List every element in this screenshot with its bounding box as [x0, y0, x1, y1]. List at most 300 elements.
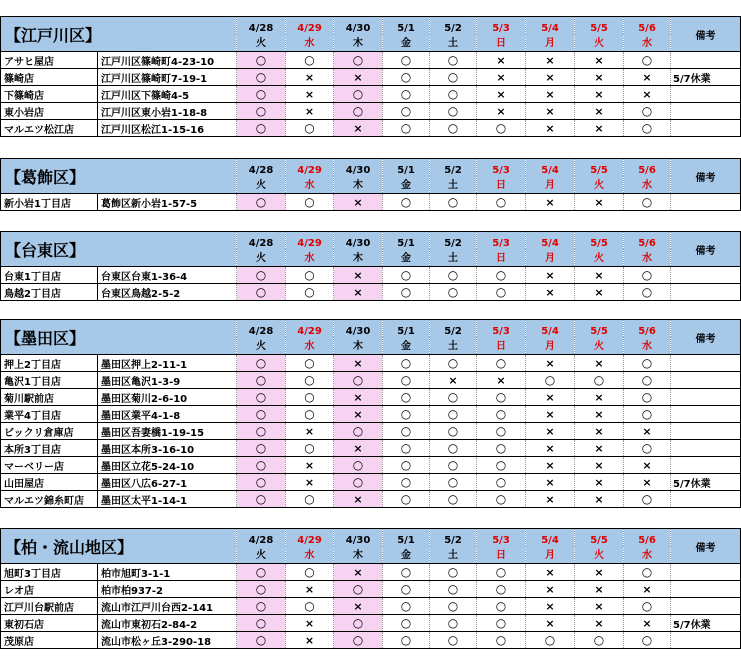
note-header: 備考 [671, 320, 741, 355]
open-mark: ○ [624, 491, 671, 508]
store-address: 江戸川区東小岩1-18-8 [98, 103, 237, 120]
store-name: 台東1丁目店 [1, 267, 98, 284]
date-header: 4/29 [286, 529, 334, 547]
store-note [671, 284, 741, 301]
weekday-header: 水 [286, 176, 334, 194]
open-mark: ○ [430, 86, 477, 103]
closed-mark: × [526, 86, 575, 103]
table-row [1, 372, 741, 389]
closed-mark: × [334, 491, 383, 508]
note-header: 備考 [671, 17, 741, 52]
closed-mark: × [430, 372, 477, 389]
date-header: 5/5 [575, 159, 624, 177]
closed-mark: × [575, 52, 624, 69]
weekday-header: 金 [383, 546, 430, 564]
weekday-header: 日 [477, 546, 526, 564]
area-section [0, 16, 741, 137]
store-note [671, 440, 741, 457]
date-header: 5/4 [526, 529, 575, 547]
open-mark: ○ [624, 598, 671, 615]
open-mark: ○ [286, 491, 334, 508]
closed-mark: × [575, 194, 624, 211]
open-mark: ○ [237, 406, 286, 423]
closed-mark: × [334, 564, 383, 581]
store-name: 下篠崎店 [1, 86, 98, 103]
date-header: 4/28 [237, 320, 286, 338]
closed-mark: × [334, 284, 383, 301]
open-mark: ○ [383, 474, 430, 491]
closed-mark: × [575, 457, 624, 474]
store-note [671, 581, 741, 598]
open-mark: ○ [237, 69, 286, 86]
store-name: マーベリー店 [1, 457, 98, 474]
open-mark: ○ [334, 581, 383, 598]
weekday-header: 日 [477, 337, 526, 355]
closed-mark: × [526, 440, 575, 457]
open-mark: ○ [237, 267, 286, 284]
open-mark: ○ [237, 440, 286, 457]
closed-mark: × [575, 423, 624, 440]
store-name: 江戸川台駅前店 [1, 598, 98, 615]
open-mark: ○ [477, 632, 526, 649]
store-name: アサヒ屋店 [1, 52, 98, 69]
area-title: 【台東区】 [1, 232, 237, 267]
open-mark: ○ [237, 372, 286, 389]
closed-mark: × [334, 406, 383, 423]
store-note [671, 389, 741, 406]
table-row [1, 581, 741, 598]
date-header: 5/1 [383, 320, 430, 338]
closed-mark: × [575, 491, 624, 508]
open-mark: ○ [286, 389, 334, 406]
closed-mark: × [575, 355, 624, 372]
date-header: 4/30 [334, 232, 383, 250]
table-row [1, 491, 741, 508]
closed-mark: × [286, 632, 334, 649]
store-name: 業平4丁目店 [1, 406, 98, 423]
closed-mark: × [286, 457, 334, 474]
open-mark: ○ [237, 120, 286, 137]
closed-mark: × [526, 406, 575, 423]
table-row [1, 86, 741, 103]
store-note [671, 632, 741, 649]
weekday-header: 土 [430, 546, 477, 564]
store-name: 押上2丁目店 [1, 355, 98, 372]
date-header: 5/3 [477, 320, 526, 338]
weekday-header: 金 [383, 249, 430, 267]
date-header: 5/4 [526, 159, 575, 177]
open-mark: ○ [334, 615, 383, 632]
open-mark: ○ [237, 598, 286, 615]
open-mark: ○ [334, 423, 383, 440]
header-row [1, 320, 741, 338]
area-title: 【柏・流山地区】 [1, 529, 237, 564]
date-header: 4/28 [237, 232, 286, 250]
store-note [671, 86, 741, 103]
area-section [0, 158, 741, 211]
open-mark: ○ [526, 632, 575, 649]
closed-mark: × [526, 284, 575, 301]
weekday-header: 水 [286, 337, 334, 355]
open-mark: ○ [383, 86, 430, 103]
open-mark: ○ [237, 194, 286, 211]
store-address: 墨田区太平1-14-1 [98, 491, 237, 508]
open-mark: ○ [624, 632, 671, 649]
weekday-header: 火 [575, 546, 624, 564]
weekday-header: 月 [526, 337, 575, 355]
weekday-header: 木 [334, 176, 383, 194]
store-note [671, 355, 741, 372]
date-header: 4/29 [286, 17, 334, 35]
open-mark: ○ [237, 86, 286, 103]
open-mark: ○ [237, 474, 286, 491]
weekday-header: 火 [237, 176, 286, 194]
store-note [671, 598, 741, 615]
closed-mark: × [526, 120, 575, 137]
area-title: 【葛飾区】 [1, 159, 237, 194]
weekday-header: 日 [477, 176, 526, 194]
store-note [671, 564, 741, 581]
closed-mark: × [575, 406, 624, 423]
closed-mark: × [526, 474, 575, 491]
store-name: マルエツ錦糸町店 [1, 491, 98, 508]
weekday-header: 火 [237, 337, 286, 355]
closed-mark: × [286, 69, 334, 86]
open-mark: ○ [477, 598, 526, 615]
open-mark: ○ [334, 457, 383, 474]
closed-mark: × [334, 267, 383, 284]
open-mark: ○ [383, 491, 430, 508]
date-header: 5/6 [624, 232, 671, 250]
closed-mark: × [575, 598, 624, 615]
date-header: 4/29 [286, 320, 334, 338]
closed-mark: × [526, 581, 575, 598]
weekday-header: 月 [526, 249, 575, 267]
open-mark: ○ [286, 564, 334, 581]
open-mark: ○ [477, 355, 526, 372]
open-mark: ○ [383, 615, 430, 632]
store-address: 江戸川区松江1-15-16 [98, 120, 237, 137]
open-mark: ○ [624, 194, 671, 211]
table-row [1, 474, 741, 491]
date-header: 5/5 [575, 320, 624, 338]
open-mark: ○ [624, 372, 671, 389]
closed-mark: × [477, 372, 526, 389]
closed-mark: × [526, 52, 575, 69]
table-row [1, 267, 741, 284]
store-address: 流山市江戸川台西2-141 [98, 598, 237, 615]
area-section [0, 528, 741, 649]
store-name: 新小岩1丁目店 [1, 194, 98, 211]
open-mark: ○ [383, 598, 430, 615]
closed-mark: × [526, 267, 575, 284]
open-mark: ○ [383, 581, 430, 598]
date-header: 5/3 [477, 17, 526, 35]
header-row [1, 17, 741, 35]
date-header: 5/2 [430, 529, 477, 547]
open-mark: ○ [477, 423, 526, 440]
weekday-header: 水 [286, 34, 334, 52]
header-row [1, 529, 741, 547]
date-header: 5/5 [575, 17, 624, 35]
open-mark: ○ [430, 615, 477, 632]
closed-mark: × [575, 103, 624, 120]
open-mark: ○ [430, 103, 477, 120]
closed-mark: × [526, 389, 575, 406]
weekday-header: 水 [624, 34, 671, 52]
open-mark: ○ [334, 632, 383, 649]
weekday-header: 木 [334, 34, 383, 52]
open-mark: ○ [383, 457, 430, 474]
store-note [671, 491, 741, 508]
open-mark: ○ [430, 440, 477, 457]
open-mark: ○ [430, 120, 477, 137]
date-header: 4/30 [334, 159, 383, 177]
closed-mark: × [624, 474, 671, 491]
open-mark: ○ [237, 491, 286, 508]
open-mark: ○ [383, 423, 430, 440]
date-header: 5/3 [477, 232, 526, 250]
date-header: 5/6 [624, 159, 671, 177]
store-address: 墨田区亀沢1-3-9 [98, 372, 237, 389]
weekday-header: 日 [477, 249, 526, 267]
open-mark: ○ [624, 267, 671, 284]
closed-mark: × [575, 69, 624, 86]
open-mark: ○ [477, 194, 526, 211]
open-mark: ○ [430, 457, 477, 474]
open-mark: ○ [334, 52, 383, 69]
table-row [1, 194, 741, 211]
open-mark: ○ [237, 457, 286, 474]
open-mark: ○ [430, 632, 477, 649]
store-note [671, 423, 741, 440]
open-mark: ○ [477, 615, 526, 632]
closed-mark: × [477, 69, 526, 86]
open-mark: ○ [286, 440, 334, 457]
open-mark: ○ [624, 406, 671, 423]
closed-mark: × [575, 389, 624, 406]
open-mark: ○ [430, 581, 477, 598]
closed-mark: × [624, 69, 671, 86]
weekday-header: 水 [624, 546, 671, 564]
open-mark: ○ [383, 355, 430, 372]
table-row [1, 423, 741, 440]
store-address: 葛飾区新小岩1-57-5 [98, 194, 237, 211]
weekday-header: 木 [334, 337, 383, 355]
table-row [1, 440, 741, 457]
weekday-header: 火 [237, 34, 286, 52]
date-header: 4/29 [286, 159, 334, 177]
store-address: 墨田区八広6-27-1 [98, 474, 237, 491]
schedule-table [0, 319, 741, 508]
area-title: 【江戸川区】 [1, 17, 237, 52]
open-mark: ○ [477, 564, 526, 581]
store-note [671, 103, 741, 120]
store-address: 墨田区立花5-24-10 [98, 457, 237, 474]
closed-mark: × [477, 52, 526, 69]
table-row [1, 355, 741, 372]
closed-mark: × [286, 86, 334, 103]
open-mark: ○ [334, 86, 383, 103]
date-header: 5/1 [383, 232, 430, 250]
closed-mark: × [286, 474, 334, 491]
table-row [1, 632, 741, 649]
open-mark: ○ [624, 564, 671, 581]
open-mark: ○ [383, 267, 430, 284]
area-title: 【墨田区】 [1, 320, 237, 355]
store-note [671, 372, 741, 389]
open-mark: ○ [286, 355, 334, 372]
area-section [0, 319, 741, 508]
open-mark: ○ [477, 581, 526, 598]
closed-mark: × [526, 615, 575, 632]
open-mark: ○ [430, 267, 477, 284]
open-mark: ○ [526, 372, 575, 389]
table-row [1, 457, 741, 474]
open-mark: ○ [624, 389, 671, 406]
open-mark: ○ [334, 474, 383, 491]
closed-mark: × [526, 355, 575, 372]
date-header: 4/30 [334, 17, 383, 35]
open-mark: ○ [237, 355, 286, 372]
open-mark: ○ [383, 120, 430, 137]
weekday-header: 月 [526, 34, 575, 52]
date-header: 5/2 [430, 159, 477, 177]
open-mark: ○ [286, 194, 334, 211]
date-header: 5/4 [526, 17, 575, 35]
store-name: 山田屋店 [1, 474, 98, 491]
date-header: 4/29 [286, 232, 334, 250]
store-address: 台東区台東1-36-4 [98, 267, 237, 284]
open-mark: ○ [430, 474, 477, 491]
open-mark: ○ [624, 103, 671, 120]
date-header: 5/6 [624, 17, 671, 35]
store-address: 墨田区菊川2-6-10 [98, 389, 237, 406]
weekday-header: 日 [477, 34, 526, 52]
open-mark: ○ [430, 355, 477, 372]
open-mark: ○ [624, 284, 671, 301]
schedule-table [0, 158, 741, 211]
store-name: 菊川駅前店 [1, 389, 98, 406]
open-mark: ○ [477, 406, 526, 423]
store-name: 本所3丁目店 [1, 440, 98, 457]
closed-mark: × [526, 69, 575, 86]
open-mark: ○ [383, 52, 430, 69]
date-header: 5/5 [575, 529, 624, 547]
open-mark: ○ [334, 372, 383, 389]
weekday-header: 木 [334, 546, 383, 564]
note-header: 備考 [671, 159, 741, 194]
closed-mark: × [526, 564, 575, 581]
weekday-header: 月 [526, 546, 575, 564]
store-name: 旭町3丁目店 [1, 564, 98, 581]
store-address: 柏市柏937-2 [98, 581, 237, 598]
open-mark: ○ [383, 632, 430, 649]
open-mark: ○ [575, 632, 624, 649]
store-address: 台東区鳥越2-5-2 [98, 284, 237, 301]
open-mark: ○ [383, 389, 430, 406]
store-address: 墨田区業平4-1-8 [98, 406, 237, 423]
date-header: 5/1 [383, 529, 430, 547]
open-mark: ○ [624, 52, 671, 69]
date-header: 5/6 [624, 529, 671, 547]
store-address: 江戸川区下篠崎4-5 [98, 86, 237, 103]
store-name: マルエツ松江店 [1, 120, 98, 137]
store-note [671, 120, 741, 137]
closed-mark: × [575, 120, 624, 137]
open-mark: ○ [477, 267, 526, 284]
table-row [1, 52, 741, 69]
store-name: 篠崎店 [1, 69, 98, 86]
open-mark: ○ [237, 564, 286, 581]
date-header: 5/4 [526, 232, 575, 250]
open-mark: ○ [383, 372, 430, 389]
store-name: ビックリ倉庫店 [1, 423, 98, 440]
closed-mark: × [477, 86, 526, 103]
schedule-table [0, 231, 741, 301]
weekday-header: 金 [383, 176, 430, 194]
open-mark: ○ [477, 389, 526, 406]
open-mark: ○ [334, 103, 383, 120]
closed-mark: × [526, 103, 575, 120]
open-mark: ○ [430, 284, 477, 301]
open-mark: ○ [286, 406, 334, 423]
date-header: 5/2 [430, 232, 477, 250]
open-mark: ○ [237, 389, 286, 406]
store-name: 鳥越2丁目店 [1, 284, 98, 301]
open-mark: ○ [430, 598, 477, 615]
area-section [0, 231, 741, 301]
note-header: 備考 [671, 232, 741, 267]
open-mark: ○ [237, 632, 286, 649]
date-header: 4/30 [334, 320, 383, 338]
closed-mark: × [575, 615, 624, 632]
weekday-header: 土 [430, 337, 477, 355]
closed-mark: × [477, 103, 526, 120]
weekday-header: 水 [286, 546, 334, 564]
store-address: 墨田区押上2-11-1 [98, 355, 237, 372]
open-mark: ○ [383, 440, 430, 457]
store-name: 茂原店 [1, 632, 98, 649]
table-row [1, 389, 741, 406]
closed-mark: × [526, 423, 575, 440]
open-mark: ○ [430, 52, 477, 69]
weekday-header: 火 [575, 34, 624, 52]
closed-mark: × [575, 581, 624, 598]
date-header: 4/30 [334, 529, 383, 547]
open-mark: ○ [237, 615, 286, 632]
closed-mark: × [575, 267, 624, 284]
table-row [1, 284, 741, 301]
closed-mark: × [526, 194, 575, 211]
open-mark: ○ [383, 194, 430, 211]
open-mark: ○ [286, 267, 334, 284]
store-note [671, 194, 741, 211]
store-address: 流山市松ヶ丘3-290-18 [98, 632, 237, 649]
closed-mark: × [286, 103, 334, 120]
weekday-header: 金 [383, 337, 430, 355]
closed-mark: × [575, 440, 624, 457]
header-row [1, 232, 741, 250]
open-mark: ○ [430, 69, 477, 86]
open-mark: ○ [237, 581, 286, 598]
schedule-table [0, 16, 741, 137]
open-mark: ○ [477, 284, 526, 301]
store-name: 東小岩店 [1, 103, 98, 120]
store-note: 5/7休業 [671, 474, 741, 491]
store-address: 江戸川区篠崎町4-23-10 [98, 52, 237, 69]
weekday-header: 土 [430, 249, 477, 267]
